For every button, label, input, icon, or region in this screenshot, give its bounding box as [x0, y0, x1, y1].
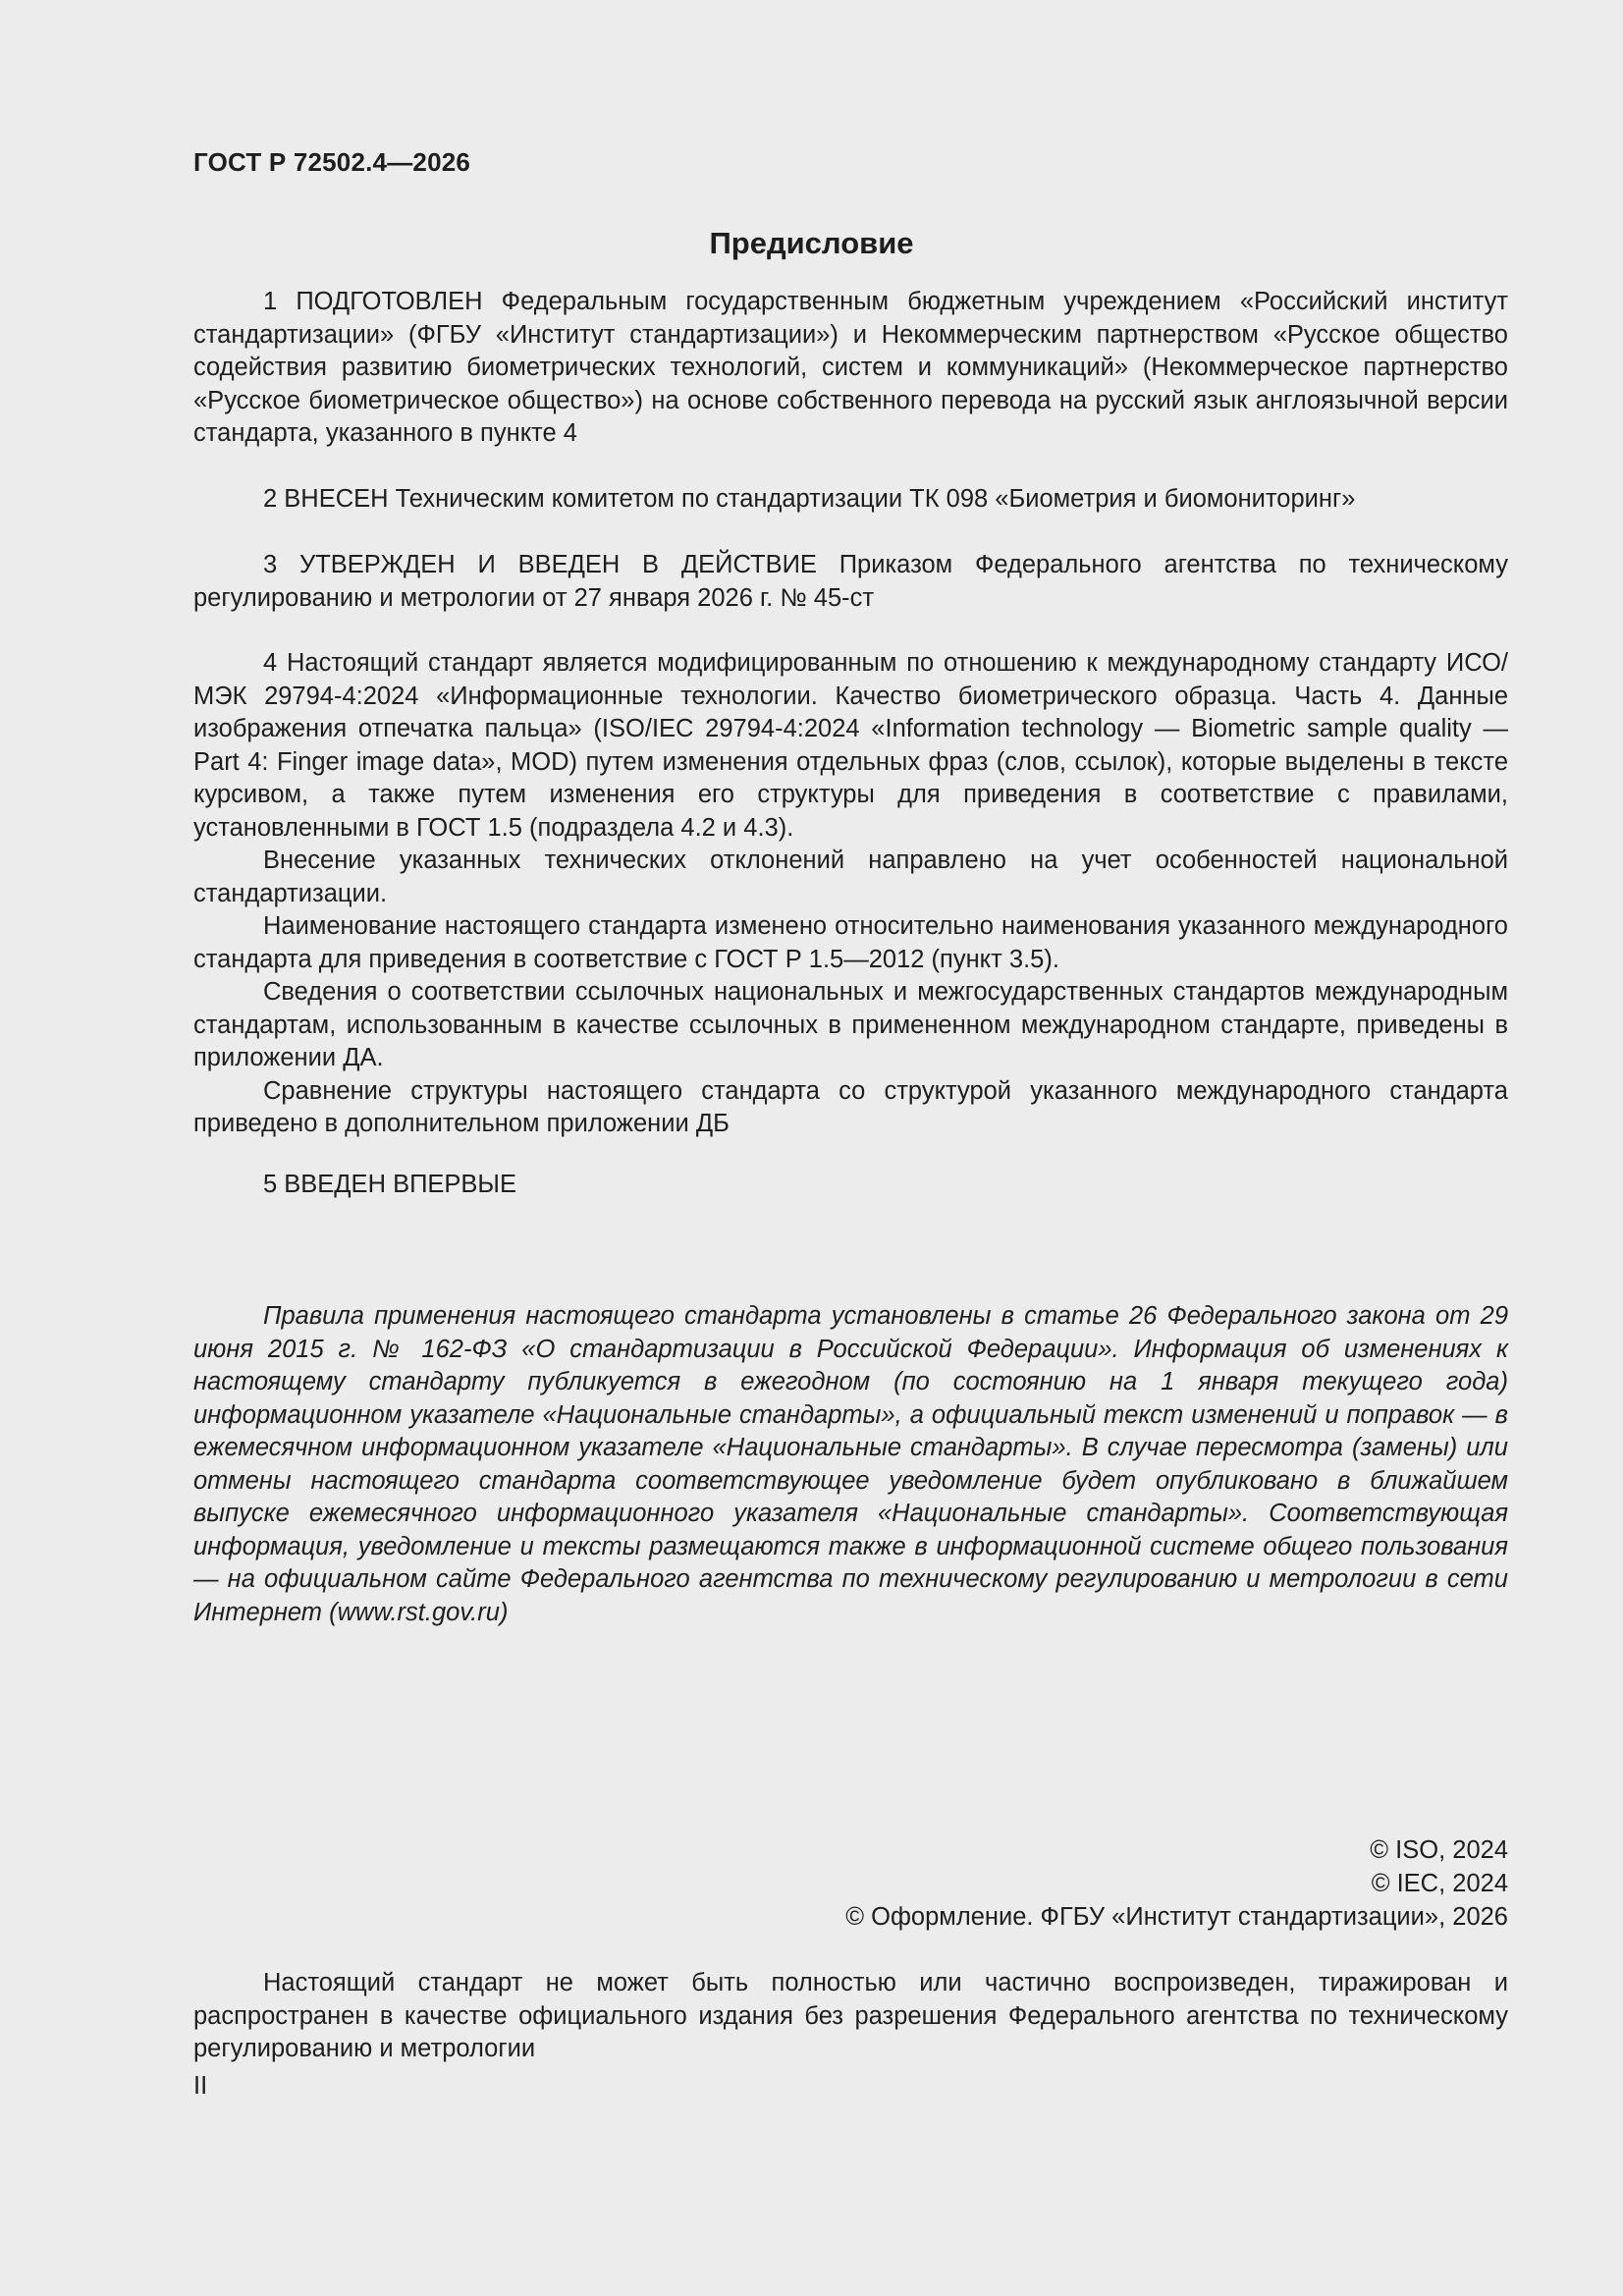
rules-notice: [193, 1300, 1508, 1629]
item-1: [193, 286, 1508, 451]
document-id: ГОСТ Р 72502.4—2026: [193, 147, 471, 177]
item-2: [193, 483, 1508, 517]
rules-notice-text: Правила применения настоящего стандарта установлены в статье 26 Федерального закона от 29 июня 2015 г. № 162-ФЗ «О стандартизации в Российской Федерации». Информация об изменениях к настоящему стандарту публикуется в ежегодном (по состоянию на 1 января текущего года) информационном указателе «Национальные стандарты», а официальный текст изменений и поправок — в ежемесячном информационном указателе «Национальные стандарты». В случае пересмотра (замены) или отмены настоящего стандарта соответствующее уведомление будет опубликовано в ближайшем выпуске ежемесячного информационного указателя «Национальные стандарты». Соответствующая информация, уведомление и тексты размещаются также в информационной системе общего пользования — на официальном сайте Федерального агентства по техническому регулированию и метрологии в сети Интернет (www.rst.gov.ru): [193, 1302, 1508, 1626]
reproduction-notice-text: Настоящий стандарт не может быть полностью или частично воспроизведен, тиражирован и распространен в качестве официального издания без разрешения Федерального агентства по техническому регулированию и метрологии: [193, 1969, 1508, 2062]
page-title: Предисловие: [709, 226, 914, 260]
item-4-paragraph-structure: Сравнение структуры настоящего стандарта со структурой указанного международного стандарта приведено в дополнительном приложении ДБ: [193, 1076, 1508, 1137]
item-3: [193, 549, 1508, 615]
item-4: [193, 647, 1508, 1141]
reproduction-notice: [193, 1967, 1508, 2066]
item-4-paragraph-name-change: Наименование настоящего стандарта изменено относительно наименования указанного международного стандарта для приведения в соответствие с ГОСТ Р 1.5—2012 (пункт 3.5).: [193, 912, 1508, 973]
item-4-paragraph-deviations: Внесение указанных технических отклонений направлено на учет особенностей национальной стандартизации.: [193, 847, 1508, 907]
page-number: II: [193, 2072, 208, 2100]
item-2-paragraph: 2 ВНЕСЕН Техническим комитетом по стандартизации ТК 098 «Биометрия и биомониторинг»: [263, 485, 1356, 513]
copyright-design: © Оформление. ФГБУ «Институт стандартизации», 2026: [845, 1903, 1508, 1931]
item-4-paragraph-main: 4 Настоящий стандарт является модифицированным по отношению к международному стандарту ИСО/МЭК 29794-4:2024 «Информационные технологии. Качество биометрического образца. Часть 4. Данные изображения отпечатка пальца» (ISO/IEC 29794-4:2024 «Information technology — Biometric sample quality — Part 4: Finger image data», MOD) путем изменения отдельных фраз (слов, ссылок), которые выделены в тексте курсивом, а также путем изменения его структуры для приведения в соответствие с правилами, установленными в ГОСТ 1.5 (подраздела 4.2 и 4.3).: [193, 649, 1508, 842]
item-5-paragraph: 5 ВВЕДЕН ВПЕРВЫЕ: [263, 1171, 517, 1198]
item-1-paragraph: 1 ПОДГОТОВЛЕН Федеральным государственным бюджетным учреждением «Российский институт стандартизации» (ФГБУ «Институт стандартизации») и Некоммерческим партнерством «Русское общество содействия развитию биометрических технологий, систем и коммуникаций» (Некоммерческое партнерство «Русское биометрическое общество») на основе собственного перевода на русский язык англоязычной версии стандарта, указанного в пункте 4: [193, 288, 1508, 447]
copyright-iso: © ISO, 2024: [1370, 1836, 1508, 1864]
copyright-block: [845, 1833, 1508, 1934]
item-5: [193, 1169, 1508, 1202]
copyright-iec: © IEC, 2024: [1371, 1870, 1508, 1897]
item-4-paragraph-references: Сведения о соответствии ссылочных национальных и межгосударственных стандартов международным стандартам, использованным в качестве ссылочных в примененном международном стандарте, приведены в приложении ДА.: [193, 978, 1508, 1071]
item-3-paragraph: 3 УТВЕРЖДЕН И ВВЕДЕН В ДЕЙСТВИЕ Приказом Федерального агентства по техническому регулированию и метрологии от 27 января 2026 г. № 45-ст: [193, 551, 1508, 612]
